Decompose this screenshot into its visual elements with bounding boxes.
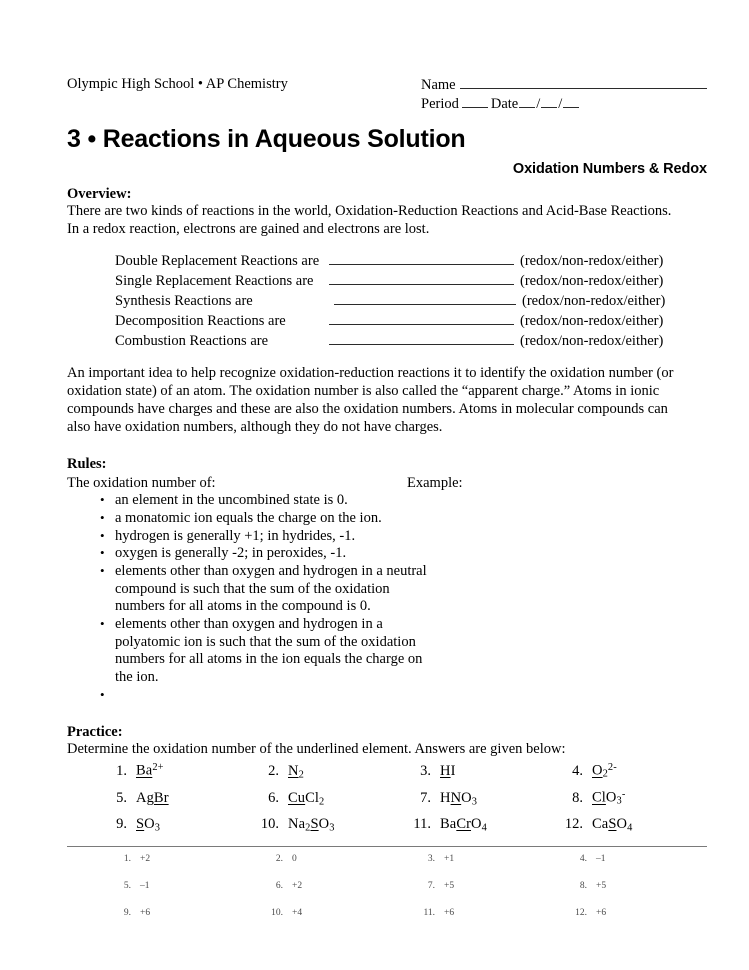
- date-day-field[interactable]: [541, 95, 557, 108]
- practice-item-number: 10.: [260, 816, 279, 833]
- rule-item: • elements other than oxygen and hydrogen in a neutral compound is such that the sum of the oxidation numbers for all atoms in the compound is 0.: [67, 563, 437, 616]
- answer-item-value: +1: [444, 854, 455, 865]
- practice-item-formula: $SO_3$: [136, 816, 161, 834]
- answer-item-value: +5: [444, 881, 455, 892]
- period-blank-field[interactable]: [462, 95, 488, 108]
- reaction-type-blank-field[interactable]: [329, 331, 514, 345]
- answer-item-number: 1.: [123, 854, 131, 865]
- date-month-field[interactable]: [519, 95, 535, 108]
- practice-item-number: 2.: [268, 762, 279, 779]
- name-row: [421, 76, 707, 95]
- practice-item-number: 6.: [268, 789, 279, 806]
- answer-row: [97, 881, 707, 908]
- practice-item-number: 11.: [413, 816, 431, 833]
- answer-item: [97, 881, 249, 891]
- answer-item: [401, 881, 553, 891]
- answer-item-number: 4.: [579, 854, 587, 865]
- practice-item-formula: $N_2$: [288, 762, 304, 781]
- rule-item: • an element in the uncombined state is 0.: [67, 492, 437, 510]
- practice-item: [97, 790, 249, 807]
- oxidation-paragraph-line-1: An important idea to help recognize oxidation-reduction reactions it to identify the oxidation number (or: [67, 365, 674, 382]
- reaction-type-label: Double Replacement Reactions are: [115, 253, 320, 270]
- rule-item: • oxygen is generally -2; in peroxides, -1.: [67, 545, 437, 563]
- example-column-label: Example:: [407, 475, 463, 492]
- date-separator-1: /: [536, 95, 541, 112]
- reaction-type-options: (redox/non-redox/either): [522, 292, 666, 309]
- reaction-type-label: Decomposition Reactions are: [115, 312, 286, 329]
- rule-item: • a monatomic ion equals the charge on the ion.: [67, 510, 437, 528]
- period-date-row: [421, 95, 707, 114]
- practice-row: [97, 762, 707, 789]
- answer-item-value: 0: [292, 854, 297, 865]
- practice-row: [97, 789, 707, 816]
- rule-item: [67, 687, 437, 704]
- answer-row: [97, 854, 707, 881]
- page-title: 3 • Reactions in Aqueous Solution: [67, 125, 466, 154]
- reaction-type-blank-field[interactable]: [334, 291, 516, 305]
- practice-row: [97, 816, 707, 843]
- school-course-line: Olympic High School • AP Chemistry: [67, 76, 288, 92]
- rule-item: • elements other than oxygen and hydrogen in a polyatomic ion is such that the sum of the oxidation numbers for all atoms in the ion equals the charge on the ion.: [67, 616, 437, 687]
- answer-item-value: –1: [140, 881, 150, 892]
- page-subtitle: Oxidation Numbers & Redox: [512, 160, 707, 177]
- date-separator-2: /: [558, 95, 563, 112]
- rules-list: [67, 492, 437, 704]
- answer-item: [553, 908, 705, 918]
- answer-item-number: 12.: [575, 908, 587, 919]
- answer-item-number: 6.: [275, 881, 283, 892]
- practice-heading: Practice:: [67, 723, 123, 740]
- practice-item-number: 9.: [116, 816, 127, 833]
- practice-item: [553, 816, 705, 833]
- reaction-type-options: (redox/non-redox/either): [520, 253, 664, 270]
- reaction-type-blank-field[interactable]: [329, 311, 514, 325]
- reaction-types-table: [115, 251, 707, 350]
- practice-item: [553, 762, 705, 780]
- practice-item-formula: $HNO_3$: [440, 789, 478, 808]
- reaction-type-options: (redox/non-redox/either): [520, 332, 664, 349]
- practice-items-grid: [97, 762, 707, 843]
- practice-item-formula: HI: [440, 762, 456, 779]
- practice-item-formula: CaSO$_4$: [592, 816, 633, 834]
- answer-item-number: 11.: [423, 908, 435, 919]
- worksheet-page: [67, 0, 707, 935]
- practice-item-formula: CuCl$_2$: [288, 789, 325, 808]
- practice-item-formula: ClO$_3$-: [592, 789, 626, 808]
- answer-item-value: +2: [292, 881, 303, 892]
- page-header: [67, 0, 707, 113]
- name-label: Name: [421, 77, 456, 93]
- answer-item-value: +4: [292, 908, 303, 919]
- answer-item: [249, 908, 401, 918]
- reaction-type-label: Combustion Reactions are: [115, 332, 269, 349]
- reaction-type-blank-field[interactable]: [329, 251, 514, 265]
- practice-item-number: 3.: [420, 762, 431, 779]
- student-info-block: [421, 76, 707, 113]
- practice-item: [249, 816, 401, 833]
- practice-item: [401, 816, 553, 833]
- answer-item: [553, 881, 705, 891]
- reaction-type-row: [115, 311, 707, 331]
- name-blank-field[interactable]: [460, 76, 707, 89]
- practice-item-formula: BaCrO$_4$: [440, 816, 487, 834]
- practice-item: [401, 790, 553, 807]
- answer-item-number: 5.: [123, 881, 131, 892]
- reaction-type-options: (redox/non-redox/either): [520, 312, 664, 329]
- answer-row: [97, 908, 707, 935]
- rule-item: • hydrogen is generally +1; in hydrides, -1.: [67, 528, 437, 546]
- practice-item: [553, 789, 705, 807]
- answer-item-number: 10.: [271, 908, 283, 919]
- overview-heading: Overview:: [67, 185, 132, 202]
- answer-item-value: +2: [140, 854, 151, 865]
- reaction-type-row: [115, 271, 707, 291]
- practice-item-number: 8.: [572, 789, 583, 806]
- answer-item: [401, 908, 553, 918]
- answer-item-value: –1: [596, 854, 606, 865]
- reaction-type-row: [115, 251, 707, 271]
- reaction-type-row: [115, 291, 707, 311]
- practice-item: [401, 763, 553, 780]
- practice-item-number: 5.: [116, 789, 127, 806]
- rules-intro-label: The oxidation number of:: [67, 475, 216, 492]
- practice-item-number: 1.: [116, 762, 127, 779]
- answer-item-value: +6: [444, 908, 455, 919]
- reaction-type-options: (redox/non-redox/either): [520, 273, 664, 290]
- practice-item: [97, 816, 249, 833]
- answers-divider: [67, 846, 707, 847]
- practice-item-number: 12.: [564, 816, 583, 833]
- practice-item-formula: $O_2^{2-}$: [592, 762, 617, 781]
- answer-item: [97, 908, 249, 918]
- overview-paragraph-line-2: In a redox reaction, electrons are gained and electrons are lost.: [67, 220, 430, 237]
- reaction-type-label: Synthesis Reactions are: [115, 292, 253, 309]
- answer-item: [249, 881, 401, 891]
- overview-paragraph-line-1: There are two kinds of reactions in the world, Oxidation-Reduction Reactions and Acid-Base Reactions.: [67, 202, 672, 219]
- date-label: Date: [490, 95, 519, 112]
- practice-item-formula: $Na_2SO_3$: [288, 816, 335, 834]
- practice-item-formula: AgBr: [136, 789, 169, 806]
- answer-key-grid: [97, 854, 707, 935]
- date-year-field[interactable]: [563, 95, 579, 108]
- practice-instruction: Determine the oxidation number of the underlined element. Answers are given below:: [67, 740, 566, 757]
- reaction-type-row: [115, 331, 707, 351]
- answer-item-value: +6: [596, 908, 607, 919]
- answer-item-number: 9.: [123, 908, 131, 919]
- answer-item-value: +6: [140, 908, 151, 919]
- answer-item: [553, 854, 705, 864]
- rules-column-headers: [67, 475, 707, 492]
- answer-item: [401, 854, 553, 864]
- reaction-type-blank-field[interactable]: [329, 271, 514, 285]
- period-label: Period: [421, 95, 459, 112]
- answer-item-number: 8.: [579, 881, 587, 892]
- answer-item-value: +5: [596, 881, 607, 892]
- answer-item: [97, 854, 249, 864]
- practice-item-formula: $Ba^{2+}$: [136, 762, 164, 779]
- practice-item: [249, 790, 401, 807]
- answer-item: [249, 854, 401, 864]
- practice-item: [97, 762, 249, 779]
- practice-item-number: 7.: [420, 789, 431, 806]
- reaction-type-label: Single Replacement Reactions are: [115, 273, 314, 290]
- practice-item-number: 4.: [572, 762, 583, 779]
- oxidation-paragraph-line-2: oxidation state) of an atom. The oxidation number is also called the “apparent charge.” Atoms in ionic: [67, 383, 660, 400]
- oxidation-paragraph-line-3: compounds have charges and these are also the oxidation numbers. Atoms in molecular compounds can: [67, 400, 668, 417]
- oxidation-paragraph-line-4: also have oxidation numbers, although they do not have charges.: [67, 418, 443, 435]
- answer-item-number: 3.: [427, 854, 435, 865]
- rules-heading: Rules:: [67, 456, 107, 473]
- answer-item-number: 7.: [427, 881, 435, 892]
- answer-item-number: 2.: [275, 854, 283, 865]
- practice-item: [249, 763, 401, 780]
